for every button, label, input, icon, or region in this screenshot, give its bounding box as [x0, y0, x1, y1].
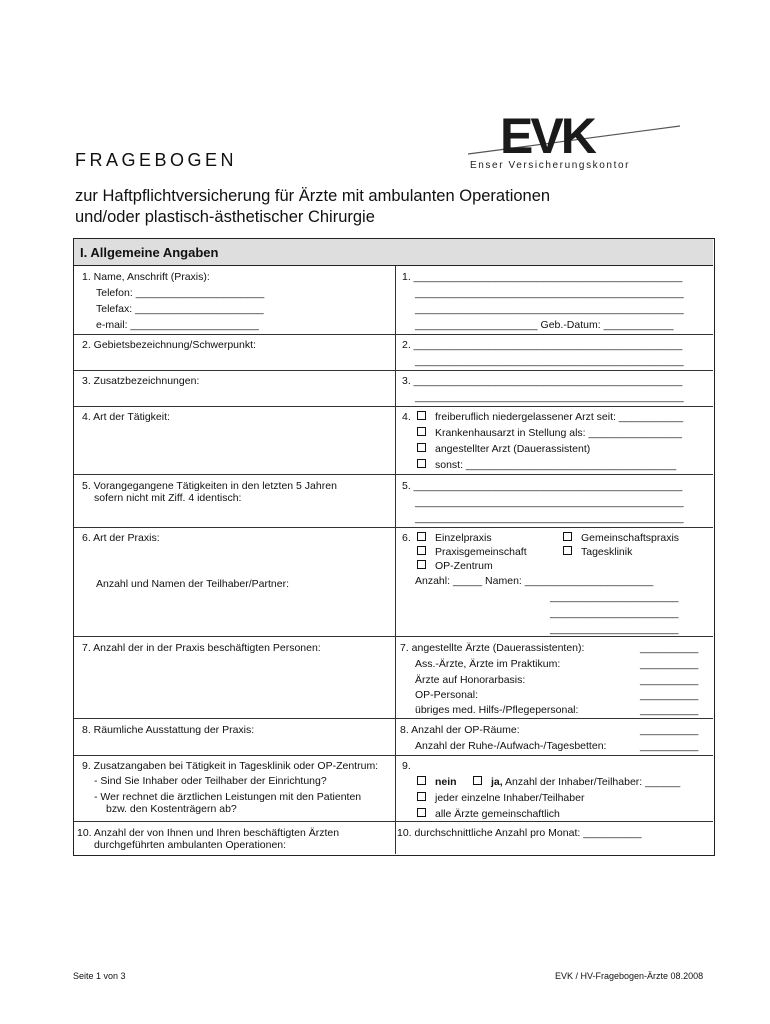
- row-divider: [74, 334, 713, 335]
- a6-name-line-2[interactable]: ______________________: [550, 591, 679, 603]
- q1-telefax-field[interactable]: Telefax: ______________________: [96, 303, 264, 315]
- checkbox[interactable]: [417, 776, 426, 785]
- a6-number: 6.: [402, 532, 411, 544]
- a7-blank-4[interactable]: __________: [640, 689, 699, 701]
- a3-line-2[interactable]: ______________________________________________: [415, 391, 684, 403]
- checkbox[interactable]: [417, 546, 426, 555]
- q1-telefon-field[interactable]: Telefon: ______________________: [96, 287, 265, 299]
- a2-line-1[interactable]: 2. ______________________________________________: [402, 339, 683, 351]
- a8-op-raeume-label: 8. Anzahl der OP-Räume:: [400, 724, 520, 736]
- evk-logo: [466, 108, 684, 174]
- a5-line-1[interactable]: 5. ______________________________________________: [402, 480, 683, 492]
- checkbox[interactable]: [563, 546, 572, 555]
- a7-blank-5[interactable]: __________: [640, 704, 699, 716]
- row-divider: [74, 755, 713, 756]
- column-divider: [395, 266, 396, 854]
- row-divider: [74, 474, 713, 475]
- svg-text:EVK: EVK: [500, 108, 594, 164]
- a4-option-krankenhausarzt[interactable]: Krankenhausarzt in Stellung als: ________________: [417, 427, 682, 440]
- a3-line-1[interactable]: 3. ______________________________________________: [402, 375, 683, 387]
- checkbox[interactable]: [417, 443, 426, 452]
- a6-anzahl-namen[interactable]: Anzahl: _____ Namen: ______________________: [415, 575, 654, 587]
- document-reference: EVK / HV-Fragebogen-Ärzte 08.2008: [555, 971, 704, 981]
- a7-honorar-label: Ärzte auf Honorarbasis:: [415, 674, 526, 686]
- q6-partners-label: Anzahl und Namen der Teilhaber/Partner:: [96, 578, 290, 590]
- q1-email-field[interactable]: e-mail: ______________________: [96, 319, 259, 331]
- a8-betten-label: Anzahl der Ruhe-/Aufwach-/Tagesbetten:: [415, 740, 607, 752]
- q8-label: 8. Räumliche Ausstattung der Praxis:: [82, 724, 255, 736]
- a4-number: 4.: [402, 411, 411, 423]
- checkbox[interactable]: [417, 560, 426, 569]
- a6-name-line-3[interactable]: ______________________: [550, 607, 679, 619]
- document-subtitle: [75, 186, 675, 228]
- q10-label-line-1: 10. Anzahl der von Ihnen und Ihren beschäftigten Ärzten: [77, 827, 340, 839]
- q9-label: 9. Zusatzangaben bei Tätigkeit in Tagesklinik oder OP-Zentrum:: [82, 760, 379, 772]
- q3-label: 3. Zusatzbezeichnungen:: [82, 375, 200, 387]
- checkbox[interactable]: [563, 532, 572, 541]
- subtitle-line-1: zur Haftpflichtversicherung für Ärzte mit ambulanten Operationen: [75, 187, 551, 205]
- a6-option-tagesklinik[interactable]: Tagesklinik: [563, 546, 632, 559]
- page-number: Seite 1 von 3: [73, 971, 126, 981]
- q4-label: 4. Art der Tätigkeit:: [82, 411, 170, 423]
- a7-blank-3[interactable]: __________: [640, 674, 699, 686]
- a4-option-angestellt[interactable]: angestellter Arzt (Dauerassistent): [417, 443, 590, 456]
- questionnaire-form: [73, 238, 715, 856]
- checkbox[interactable]: [417, 459, 426, 468]
- checkbox[interactable]: [417, 808, 426, 817]
- a1-line-1[interactable]: 1. ______________________________________________: [402, 271, 683, 283]
- q9-abrechnung-question-2: bzw. den Kostenträgern ab?: [106, 803, 237, 815]
- a6-option-einzelpraxis[interactable]: Einzelpraxis: [417, 532, 492, 545]
- q2-label: 2. Gebietsbezeichnung/Schwerpunkt:: [82, 339, 256, 351]
- a9-option-nein[interactable]: nein: [417, 776, 457, 789]
- a1-line-2[interactable]: ______________________________________________: [415, 287, 684, 299]
- q9-abrechnung-question-1: - Wer rechnet die ärztlichen Leistungen mit den Patienten: [94, 791, 362, 803]
- a7-angestellte-aerzte-label: 7. angestellte Ärzte (Dauerassistenten):: [400, 642, 585, 654]
- a8-blank-1[interactable]: __________: [640, 724, 699, 736]
- a1-line-3[interactable]: ______________________________________________: [415, 303, 684, 315]
- a7-ass-aerzte-label: Ass.-Ärzte, Ärzte im Praktikum:: [415, 658, 561, 670]
- a9-number: 9.: [402, 760, 411, 772]
- q5-label-line-1: 5. Vorangegangene Tätigkeiten in den letzten 5 Jahren: [82, 480, 337, 492]
- section-header: [74, 239, 713, 266]
- q1-label: 1. Name, Anschrift (Praxis):: [82, 271, 210, 283]
- checkbox[interactable]: [417, 532, 426, 541]
- section-title: I. Allgemeine Angaben: [80, 245, 219, 260]
- row-divider: [74, 636, 713, 637]
- a6-option-praxisgemeinschaft[interactable]: Praxisgemeinschaft: [417, 546, 527, 559]
- checkbox[interactable]: [417, 427, 426, 436]
- a2-line-2[interactable]: ______________________________________________: [415, 355, 684, 367]
- svg-text:Enser Versicherungskontor: Enser Versicherungskontor: [470, 160, 631, 171]
- a5-line-3[interactable]: ______________________________________________: [415, 512, 684, 524]
- row-divider: [74, 527, 713, 528]
- a4-option-freiberuflich[interactable]: freiberuflich niedergelassener Arzt seit: ___________: [417, 411, 683, 424]
- checkbox[interactable]: [473, 776, 482, 785]
- row-divider: [74, 718, 713, 719]
- checkbox[interactable]: [417, 411, 426, 420]
- q6-label: 6. Art der Praxis:: [82, 532, 160, 544]
- row-divider: [74, 406, 713, 407]
- a4-option-sonst[interactable]: sonst: ____________________________________: [417, 459, 676, 472]
- a9-option-ja[interactable]: ja, Anzahl der Inhaber/Teilhaber: ______: [473, 776, 680, 789]
- a6-option-op-zentrum[interactable]: OP-Zentrum: [417, 560, 493, 573]
- a5-line-2[interactable]: ______________________________________________: [415, 496, 684, 508]
- a9-option-einzeln[interactable]: jeder einzelne Inhaber/Teilhaber: [417, 792, 584, 805]
- row-divider: [74, 370, 713, 371]
- q7-label: 7. Anzahl der in der Praxis beschäftigten Personen:: [82, 642, 321, 654]
- a9-option-gemeinschaftlich[interactable]: alle Ärzte gemeinschaftlich: [417, 808, 560, 821]
- checkbox[interactable]: [417, 792, 426, 801]
- a7-blank-2[interactable]: __________: [640, 658, 699, 670]
- a1-birthdate-line[interactable]: _____________________ Geb.-Datum: ____________: [415, 319, 674, 331]
- a7-pflegepersonal-label: übriges med. Hilfs-/Pflegepersonal:: [415, 704, 579, 716]
- document-title: FRAGEBOGEN: [75, 150, 238, 170]
- q10-label-line-2: durchgeführten ambulanten Operationen:: [94, 839, 287, 851]
- a7-blank-1[interactable]: __________: [640, 642, 699, 654]
- a6-option-gemeinschaftspraxis[interactable]: Gemeinschaftspraxis: [563, 532, 679, 545]
- a10-monthly-count[interactable]: 10. durchschnittliche Anzahl pro Monat: __________: [397, 827, 642, 839]
- subtitle-line-2: und/oder plastisch-ästhetischer Chirurgie: [75, 208, 375, 226]
- a7-op-personal-label: OP-Personal:: [415, 689, 479, 701]
- row-divider: [74, 821, 713, 822]
- q9-inhaber-question: - Sind Sie Inhaber oder Teilhaber der Einrichtung?: [94, 775, 327, 787]
- a6-name-line-4[interactable]: ______________________: [550, 623, 679, 635]
- a8-blank-2[interactable]: __________: [640, 740, 699, 752]
- q5-label-line-2: sofern nicht mit Ziff. 4 identisch:: [94, 492, 242, 504]
